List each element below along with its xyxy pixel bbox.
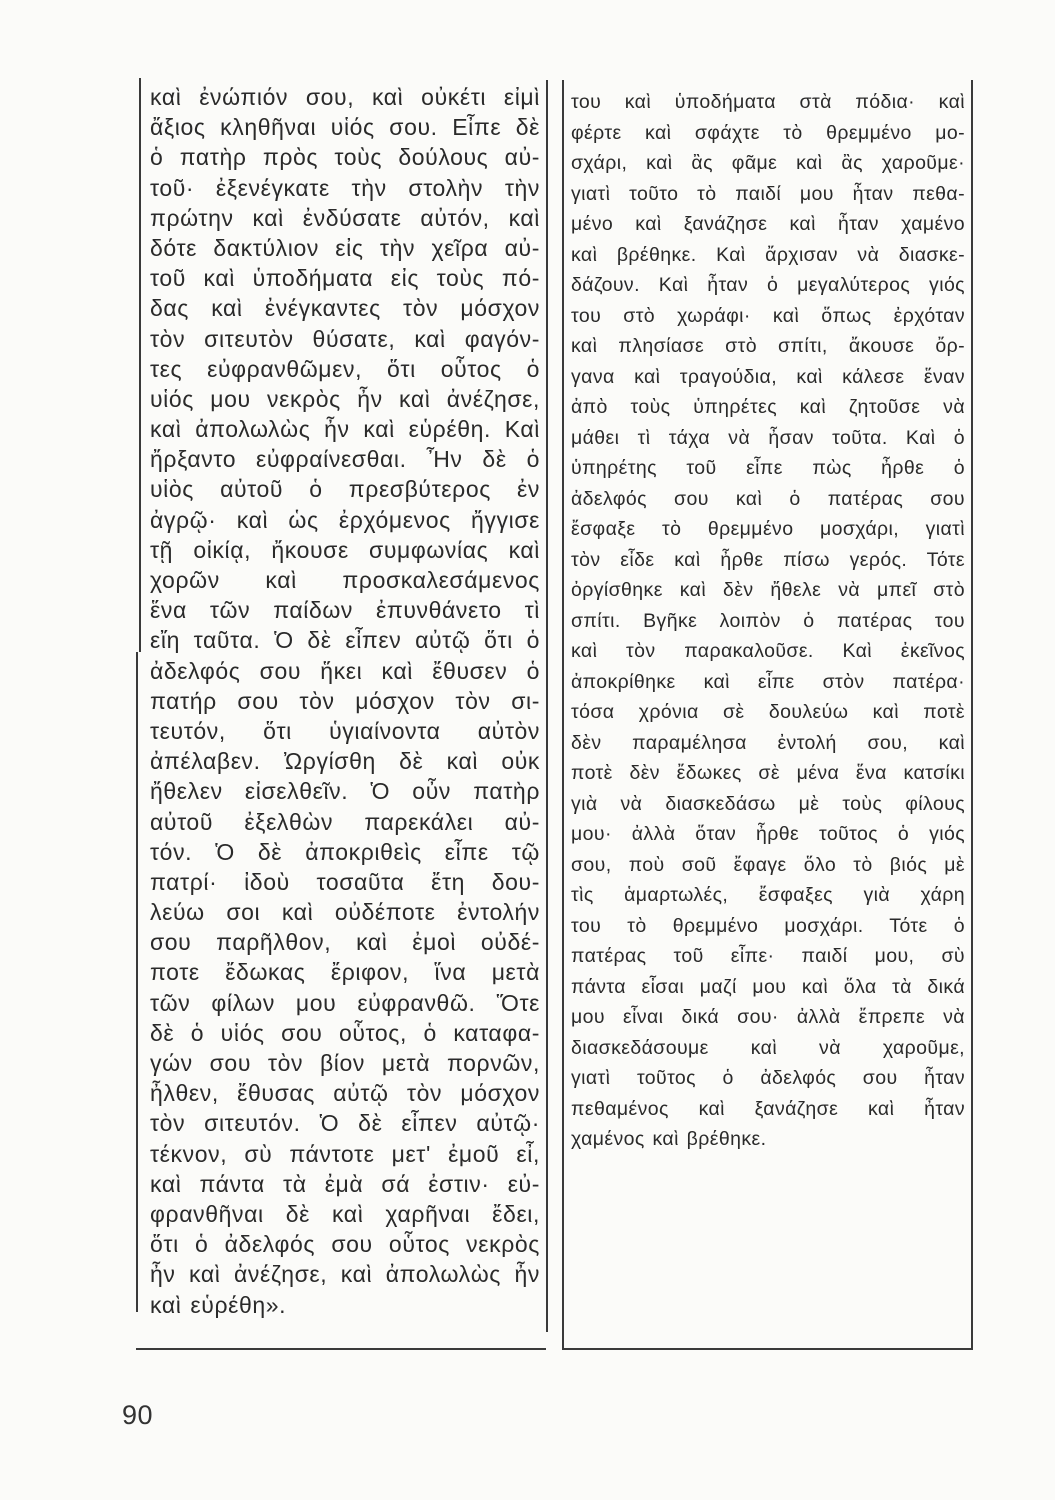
left-column-line: καὶ εὑρέθη». bbox=[150, 1291, 287, 1318]
left-column-line: ἦλθεν, ἔθυσας αὐτῷ τὸν μόσχον bbox=[150, 1080, 540, 1107]
left-column-line: υἱός μου νεκρὸς ἦν καὶ ἀνέζησε, bbox=[150, 385, 540, 412]
right-column-line: μάθει τὶ τάχα νὰ ἦσαν τοῦτα. Καὶ ὁ bbox=[571, 426, 965, 449]
right-column-line: ἀδελφός σου καὶ ὁ πατέρας σου bbox=[571, 487, 965, 510]
left-column-line: τέκνον, σὺ πάντοτε μετ' ἐμοῦ εἶ, bbox=[150, 1140, 540, 1167]
left-column-line: καὶ πάντα τὰ ἐμὰ σά ἐστιν· εὐ- bbox=[150, 1170, 540, 1197]
left-column-line: δότε δακτύλιον εἰς τὴν χεῖρα αὐ- bbox=[150, 234, 540, 261]
right-column-line: χαμένος καὶ βρέθηκε. bbox=[571, 1128, 767, 1150]
left-column-line: φρανθῆναι δὲ καὶ χαρῆναι ἔδει, bbox=[150, 1200, 540, 1227]
right-column-line: ποτὲ δὲν ἔδωκες σὲ μένα ἕνα κατσίκι bbox=[571, 762, 965, 784]
left-column-line: τευτόν, ὅτι ὑγιαίνοντα αὐτὸν bbox=[150, 717, 540, 744]
left-column-line: ἀγρῷ· καὶ ὡς ἐρχόμενος ἤγγισε bbox=[150, 506, 540, 533]
left-column-line: ὁ πατὴρ πρὸς τοὺς δούλους αὐ- bbox=[150, 144, 540, 171]
right-column-line: μένο καὶ ξανάζησε καὶ ἦταν χαμένο bbox=[571, 213, 965, 235]
right-column-line: ἔσφαξε τὸ θρεμμένο μοσχάρι, γιατὶ bbox=[571, 518, 965, 540]
left-column-line: ἄξιος κληθῆναι υἱός σου. Εἶπε δὲ bbox=[150, 114, 540, 141]
left-column-line: δας καὶ ἐνέγκαντες τὸν μόσχον bbox=[150, 295, 540, 322]
left-column-line: πατρί· ἰδοὺ τοσαῦτα ἔτη δου- bbox=[150, 868, 540, 895]
page-number: 90 bbox=[122, 1400, 154, 1430]
left-column-right-rule bbox=[546, 80, 548, 1332]
right-column-line: σπίτι. Βγῆκε λοιπὸν ὁ πατέρας του bbox=[571, 609, 965, 632]
right-column-line: φέρτε καὶ σφάχτε τὸ θρεμμένο μο- bbox=[571, 121, 965, 144]
left-column-line: τὸν σιτευτὸν θύσατε, καὶ φαγόν- bbox=[150, 325, 540, 352]
left-column-line: τοῦ· ἐξενέγκατε τὴν στολὴν τὴν bbox=[150, 174, 540, 201]
left-column-left-rule bbox=[139, 78, 141, 652]
right-column-line: σου, ποὺ σοῦ ἔφαγε ὅλο τὸ βιός μὲ bbox=[571, 853, 965, 876]
left-column-line: γών σου τὸν βίον μετὰ πορνῶν, bbox=[150, 1050, 540, 1076]
right-column-line: του τὸ θρεμμένο μοσχάρι. Τότε ὁ bbox=[571, 914, 965, 937]
left-column-line: αὐτοῦ ἐξελθὼν παρεκάλει αὐ- bbox=[150, 808, 540, 835]
left-column-line: τόν. Ὁ δὲ ἀποκριθεὶς εἶπε τῷ bbox=[150, 838, 540, 865]
left-column-line: εἴη ταῦτα. Ὁ δὲ εἶπεν αὐτῷ ὅτι ὁ bbox=[150, 627, 540, 654]
right-column-line: δάζουν. Καὶ ἦταν ὁ μεγαλύτερος γιός bbox=[571, 274, 965, 296]
right-column-line: ὀργίσθηκε καὶ δὲν ἤθελε νὰ μπεῖ στὸ bbox=[571, 579, 965, 601]
right-column-line: τόσα χρόνια σὲ δουλεύω καὶ ποτὲ bbox=[571, 701, 965, 723]
left-column-line: ὅτι ὁ ἀδελφός σου οὗτος νεκρὸς bbox=[150, 1231, 540, 1258]
right-column-line: καὶ βρέθηκε. Καὶ ἄρχισαν νὰ διασκε- bbox=[571, 243, 965, 266]
right-column-line: πατέρας τοῦ εἶπε· παιδί μου, σὺ bbox=[571, 945, 965, 967]
right-column-line: διασκεδάσουμε καὶ νὰ χαροῦμε, bbox=[571, 1036, 965, 1059]
left-column-line: σου παρῆλθον, καὶ ἐμοὶ οὐδέ- bbox=[150, 929, 540, 956]
right-column-line: μου· ἀλλὰ ὅταν ἦρθε τοῦτος ὁ γιός bbox=[571, 823, 965, 845]
left-column-greek-text bbox=[150, 82, 540, 1320]
right-column-line: δὲν παραμέλησα ἐντολή σου, καὶ bbox=[571, 731, 965, 754]
right-column-line: πάντα εἶσαι μαζί μου καὶ ὅλα τὰ δικά bbox=[571, 975, 965, 998]
left-column-line: τες εὐφρανθῶμεν, ὅτι οὗτος ὁ bbox=[150, 355, 540, 382]
left-column-bottom-rule bbox=[136, 1348, 546, 1350]
right-column-line: τὸν εἶδε καὶ ἦρθε πίσω γερός. Τότε bbox=[571, 548, 965, 571]
left-column-line: πατήρ σου τὸν μόσχον τὸν σι- bbox=[150, 687, 540, 714]
left-column-line: λεύω σοι καὶ οὐδέποτε ἐντολήν bbox=[150, 899, 540, 926]
left-column-line: ἤθελεν εἰσελθεῖν. Ὁ οὖν πατὴρ bbox=[150, 778, 540, 805]
right-column-line: πεθαμένος καὶ ξανάζησε καὶ ἦταν bbox=[571, 1097, 965, 1120]
right-column-right-rule bbox=[971, 80, 973, 1350]
right-column-line: γιὰ νὰ διασκεδάσω μὲ τοὺς φίλους bbox=[571, 792, 965, 815]
left-column-line: ἀπέλαβεν. Ὠργίσθη δὲ καὶ οὐκ bbox=[150, 748, 540, 775]
right-column-line: ὑπηρέτης τοῦ εἶπε πὼς ἦρθε ὁ bbox=[571, 457, 965, 479]
left-column-line: καὶ ἀπολωλὼς ἦν καὶ εὑρέθη. Καὶ bbox=[150, 416, 540, 443]
left-column-line: καὶ ἐνώπιόν σου, καὶ οὐκέτι εἰμὶ bbox=[150, 84, 540, 110]
right-column-line: καὶ τὸν παρακαλοῦσε. Καὶ ἐκεῖνος bbox=[571, 640, 965, 662]
right-column-line: σχάρι, καὶ ἂς φᾶμε καὶ ἂς χαροῦμε· bbox=[571, 152, 965, 174]
right-column-line: ἀποκρίθηκε καὶ εἶπε στὸν πατέρα· bbox=[571, 670, 965, 693]
left-column-line: τῶν φίλων μου εὐφρανθῶ. Ὅτε bbox=[150, 989, 540, 1016]
right-column-line: γιατὶ τοῦτο τὸ παιδί μου ἦταν πεθα- bbox=[571, 182, 965, 205]
right-column-modern-greek-text bbox=[571, 87, 965, 1155]
left-column-line: δὲ ὁ υἱός σου οὗτος, ὁ καταφα- bbox=[150, 1019, 540, 1046]
right-column-line: του στὸ χωράφι· καὶ ὅπως ἐρχόταν bbox=[571, 304, 965, 327]
left-column-line: χορῶν καὶ προσκαλεσάμενος bbox=[150, 567, 540, 593]
left-column-line: τῇ οἰκίᾳ, ἤκουσε συμφωνίας καὶ bbox=[150, 536, 540, 563]
right-column-line: γανα καὶ τραγούδια, καὶ κάλεσε ἕναν bbox=[571, 365, 965, 388]
left-column-left-rule-lower bbox=[136, 652, 138, 1312]
left-column-line: ἀδελφός σου ἥκει καὶ ἔθυσεν ὁ bbox=[150, 657, 540, 684]
right-column-line: του καὶ ὑποδήματα στὰ πόδια· καὶ bbox=[571, 91, 965, 113]
right-column-line: μου εἶναι δικά σου· ἀλλὰ ἔπρεπε νὰ bbox=[571, 1006, 965, 1028]
left-column-line: τοῦ καὶ ὑποδήματα εἰς τοὺς πό- bbox=[150, 265, 540, 292]
left-column-line: ἕνα τῶν παίδων ἐπυνθάνετο τὶ bbox=[150, 597, 540, 624]
right-column-left-rule bbox=[562, 80, 564, 1350]
right-column-line: ἀπὸ τοὺς ὑπηρέτες καὶ ζητοῦσε νὰ bbox=[571, 396, 965, 418]
left-column-line: τὸν σιτευτόν. Ὁ δὲ εἶπεν αὐτῷ· bbox=[150, 1110, 540, 1137]
right-column-bottom-rule bbox=[562, 1348, 973, 1350]
left-column-line: ἦν καὶ ἀνέζησε, καὶ ἀπολωλὼς ἦν bbox=[150, 1261, 540, 1288]
left-column-line: υἱὸς αὐτοῦ ὁ πρεσβύτερος ἐν bbox=[150, 476, 540, 503]
right-column-line: τὶς ἁμαρτωλές, ἔσφαξες γιὰ χάρη bbox=[571, 884, 965, 906]
left-column-line: ποτε ἔδωκας ἔριφον, ἵνα μετὰ bbox=[150, 959, 540, 986]
left-column-line: πρώτην καὶ ἐνδύσατε αὐτόν, καὶ bbox=[150, 204, 540, 231]
left-column-line: ἤρξαντο εὐφραίνεσθαι. Ἦν δὲ ὁ bbox=[150, 446, 540, 473]
right-column-line: καὶ πλησίασε στὸ σπίτι, ἄκουσε ὄρ- bbox=[571, 335, 965, 357]
right-column-line: γιατὶ τοῦτος ὁ ἀδελφός σου ἦταν bbox=[571, 1067, 965, 1089]
